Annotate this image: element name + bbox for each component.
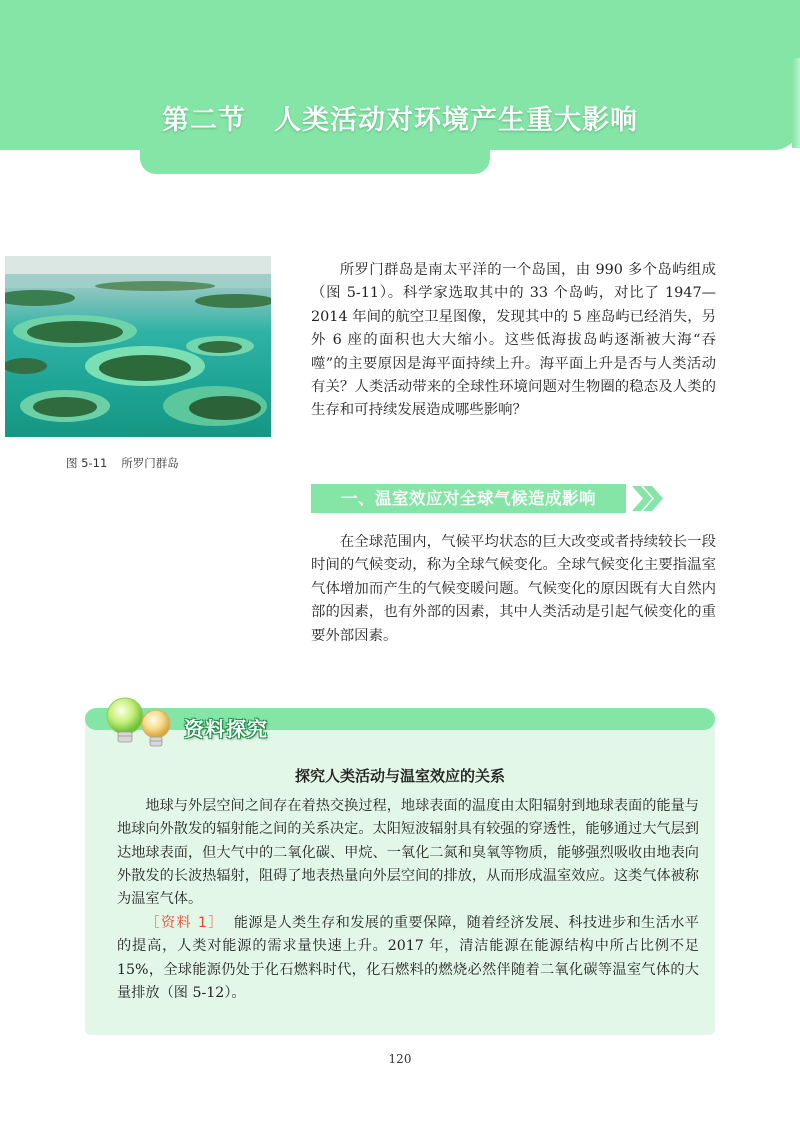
material-1-paragraph [117,912,699,1005]
island-photo-illustration [5,256,271,437]
intro-paragraph: 所罗门群岛是南太平洋的一个岛国，由 990 多个岛屿组成（图 5-11）。科学家选取其中的 33 个岛屿，对比了 1947—2014 年间的航空卫星图像，发现其中的 5 座岛屿已经消失，另外 6 座的面积也大大缩小。这些低海拔岛屿逐渐被大海“吞噬”的主要原因是海平面持续上升。海平面上升是否与人类活动有关？人类活动带来的全球性环境问题对生物圈的稳态及人类的生存和可持续发展造成哪些影响？ [311,262,716,419]
section-title: 一、温室效应对全球气候造成影响 [341,489,596,508]
figure-caption [66,455,179,471]
figure-number: 图 5-11 [66,456,108,470]
climate-change-paragraph: 在全球范围内，气候平均状态的巨大改变或者持续较长一段时间的气候变动，称为全球气候变化。全球气候变化主要指温室气体增加而产生的气候变暖问题。气候变化的原因既有大自然内部的因素，也有外部的因素，其中人类活动是引起气候变化的重要外部因素。 [311,534,716,644]
resource-box-title: 探究人类活动与温室效应的关系 [294,767,505,785]
greenhouse-effect-paragraph: 地球与外层空间之间存在着热交换过程，地球表面的温度由太阳辐射到地球表面的能量与地球向外散发的辐射能之间的关系决定。太阳短波辐射具有较强的穿透性，能够通过大气层到达地球表面，但大气中的二氧化碳、甲烷、一氧化二氮和臭氧等物质，能够强烈吸收由地表向外散发的长波热辐射，阻碍了地表热量向外层空间的排放，从而形成温室效应。这类气体被称为温室气体。 [117,798,699,908]
island-aerial-photo [5,256,271,437]
page-number: 120 [388,1052,412,1066]
resource-box-label: 资料探究 [184,717,268,741]
material-1-tag: ［资料 1］ [145,915,224,931]
section-heading [311,484,626,513]
lightbulb-icon [103,694,181,752]
double-chevron-right-icon [630,484,664,513]
figure-caption-text: 所罗门群岛 [121,456,179,470]
chapter-header-tab [140,132,490,174]
material-1-text: 能源是人类生存和发展的重要保障，随着经济发展、科技进步和生活水平的提高，人类对能源的需求量快速上升。2017 年，清洁能源在能源结构中所占比例不足 15%，全球能源仍处于化石燃料时代，化石燃料的燃烧必然伴随着二氧化碳等温室气体的大量排放（图 5-12）。 [117,915,699,1001]
chapter-title: 第二节 人类活动对环境产生重大影响 [162,105,638,136]
